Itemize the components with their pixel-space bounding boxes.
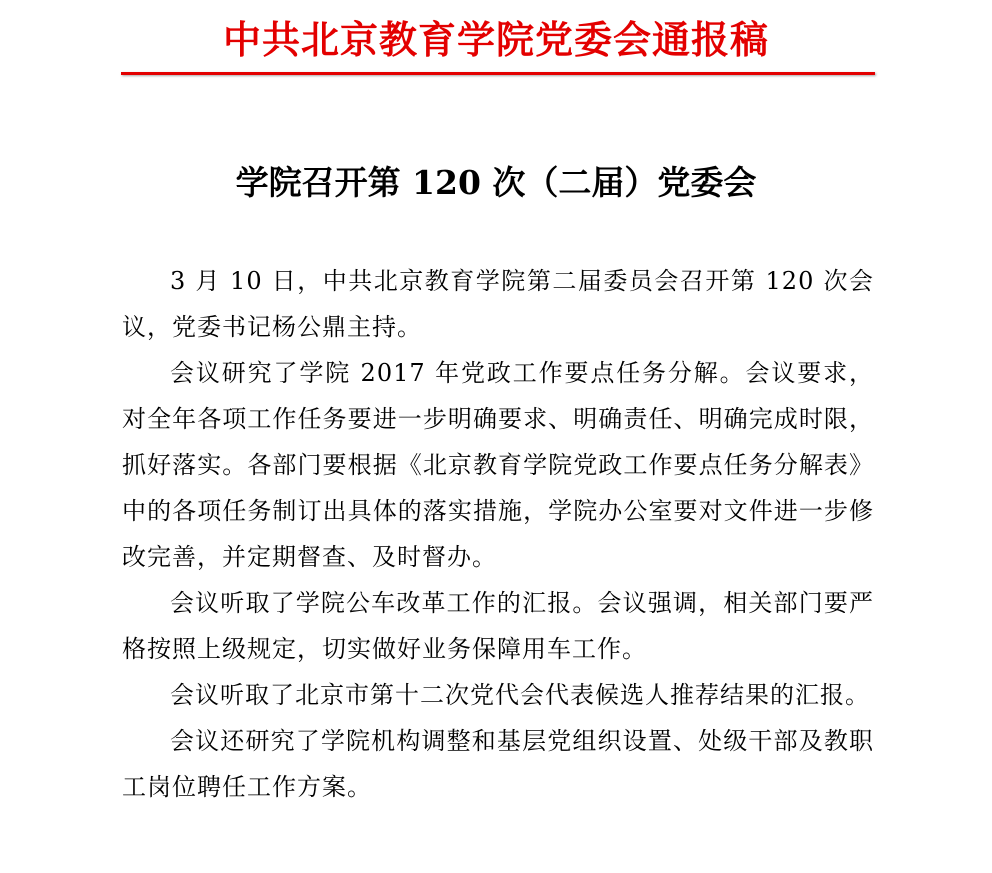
paragraph-meeting-intro: 3 月 10 日，中共北京教育学院第二届委员会召开第 120 次会议，党委书记杨公鼎主持。	[122, 267, 874, 341]
paragraph-staff-appointment: 会议还研究了学院机构调整和基层党组织设置、处级干部及教职工岗位聘任工作方案。	[122, 727, 874, 801]
paragraph-vehicle-reform: 会议听取了学院公车改革工作的汇报。会议强调，相关部门要严格按照上级规定，切实做好业务保障用车工作。	[122, 589, 874, 663]
masthead-divider	[121, 72, 875, 75]
paragraph-delegate-candidates: 会议听取了北京市第十二次党代会代表候选人推荐结果的汇报。	[170, 681, 870, 709]
paragraph-work-plan: 会议研究了学院 2017 年党政工作要点任务分解。会议要求，对全年各项工作任务要进一步明确要求、明确责任、明确完成时限，抓好落实。各部门要根据《北京教育学院党政工作要点任务分解表》中的各项任务制订出具体的落实措施，学院办公室要对文件进一步修改完善，并定期督查、及时督办。	[122, 359, 874, 571]
article-headline: 学院召开第 120 次（二届）党委会	[235, 163, 757, 202]
masthead-title: 中共北京教育学院党委会通报稿	[222, 18, 769, 62]
article-body	[122, 258, 874, 810]
